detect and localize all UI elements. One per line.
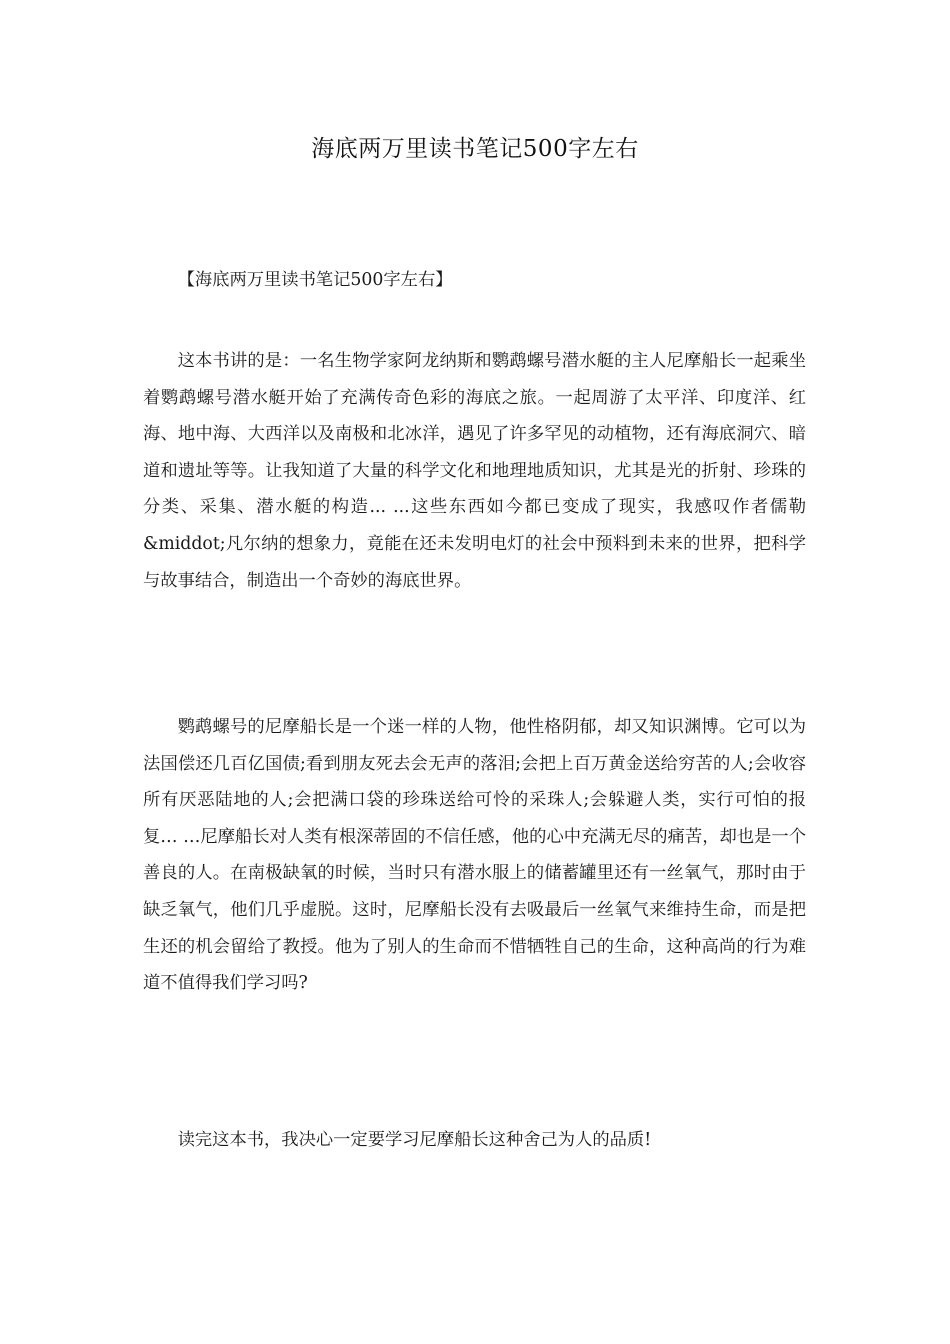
paragraph-3: 读完这本书，我决心一定要学习尼摩船长这种舍己为人的品质! — [177, 1130, 652, 1150]
document-subtitle: 【海底两万里读书笔记500字左右】 — [177, 270, 453, 290]
paragraph-2: 鹦鹉螺号的尼摩船长是一个迷一样的人物，他性格阴郁，却又知识渊博。它可以为法国偿还几百亿国债;看到朋友死去会无声的落泪;会把上百万黄金送给穷苦的人;会收容所有厌恶陆地的人;会把满口袋的珍珠送给可怜的采珠人;会躲避人类，实行可怕的报复… …尼摩船长对人类有根深蒂固的不信任感，他的心中充满无尽的痛苦，却也是一个善良的人。在南极缺氧的时候，当时只有潜水服上的储蓄罐里还有一丝氧气，那时由于缺乏氧气，他们几乎虚脱。这时，尼摩船长没有去吸最后一丝氧气来维持生命，而是把生还的机会留给了教授。他为了别人的生命而不惜牺牲自己的生命，这种高尚的行为难道不值得我们学习吗? — [143, 717, 806, 994]
paragraph-1: 这本书讲的是：一名生物学家阿龙纳斯和鹦鹉螺号潜水艇的主人尼摩船长一起乘坐着鹦鹉螺号潜水艇开始了充满传奇色彩的海底之旅。一起周游了太平洋、印度洋、红海、地中海、大西洋以及南极和北冰洋，遇见了许多罕见的动植物，还有海底洞穴、暗道和遗址等等。让我知道了大量的科学文化和地理地质知识，尤其是光的折射、珍珠的分类、采集、潜水艇的构造... ...这些东西如今都已变成了现实，我感叹作者儒勒&middot;凡尔纳的想象力，竟能在还未发明电灯的社会中预料到未来的世界，把科学与故事结合，制造出一个奇妙的海底世界。 — [143, 351, 806, 591]
page-title: 海底两万里读书笔记500字左右 — [311, 136, 639, 162]
